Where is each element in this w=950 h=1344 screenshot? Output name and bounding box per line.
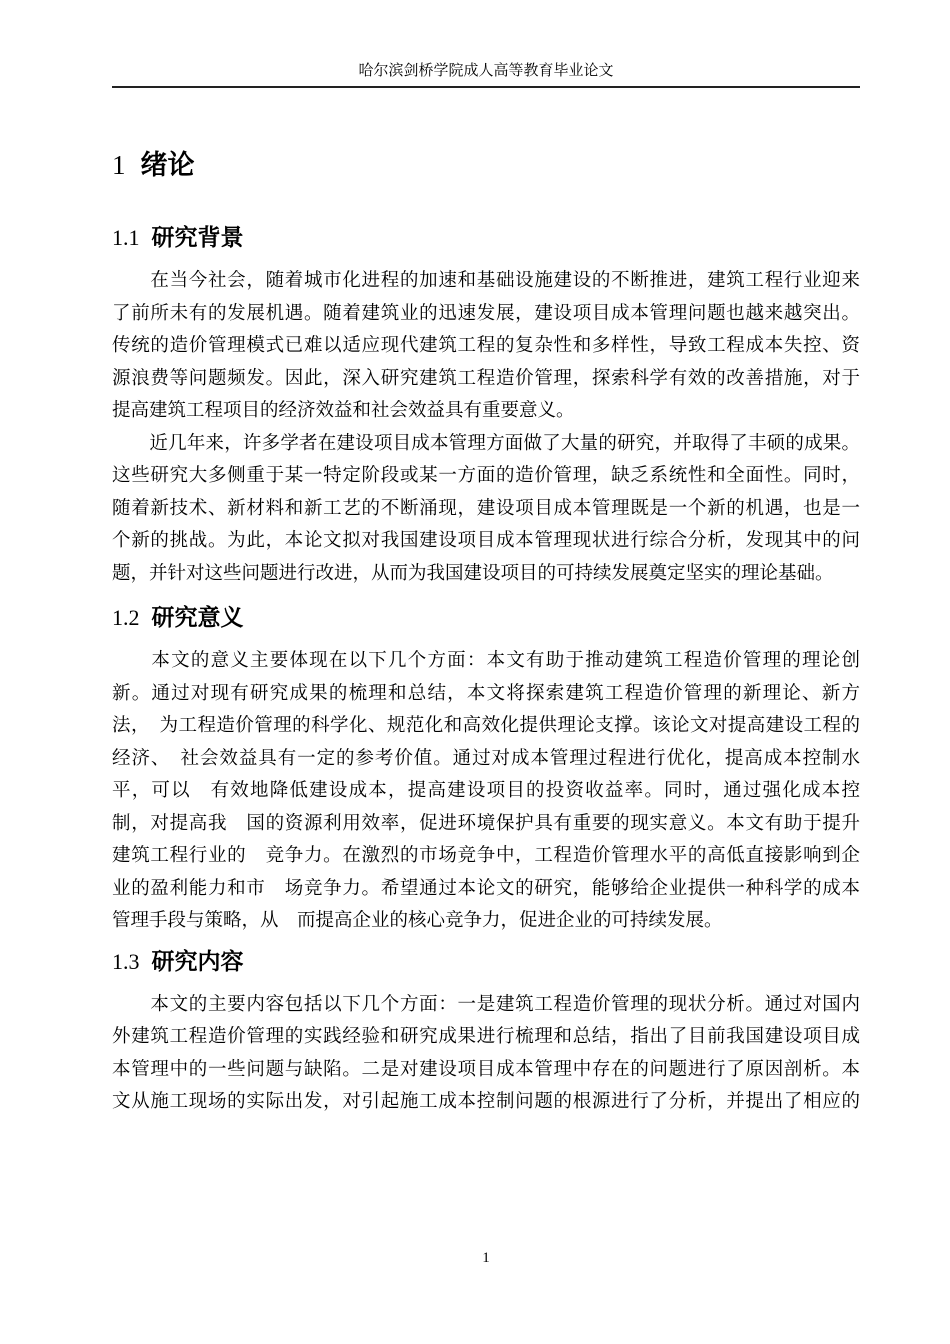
section-heading-1-2 [112, 602, 860, 633]
section-title: 研究内容 [151, 947, 244, 974]
paragraph [112, 989, 860, 1119]
section-heading-1-1 [112, 222, 860, 253]
text-line: 建筑工程行业的 竞争力。在激烈的市场竞争中，工程造价管理水平的高低直接影响到企 [112, 846, 860, 866]
page-number: 1 [482, 1249, 490, 1266]
section-title: 研究背景 [151, 224, 244, 250]
chapter-heading [112, 148, 860, 182]
section-number: 1.1 [112, 225, 140, 250]
text-line: 业的盈利能力和市 场竞争力。希望通过本论文的研究，能够给企业提供一种科学的成本 [112, 878, 860, 899]
text-line: 文从施工现场的实际出发，对引起施工成本控制问题的根源进行了分析，并提出了相应的 [112, 1092, 860, 1112]
section-number: 1.2 [112, 605, 140, 630]
text-line: 这些研究大多侧重于某一特定阶段或某一方面的造价管理，缺乏系统性和全面性。同时， [112, 466, 860, 486]
paragraph [112, 428, 860, 591]
paragraph [112, 265, 860, 428]
text-line: 法， 为工程造价管理的科学化、规范化和高效化提供理论支撑。该论文对提高建设工程的 [112, 716, 860, 736]
text-line: 制，对提高我 国的资源利用效率，促进环境保护具有重要的现实意义。本文有助于提升 [112, 813, 860, 834]
text-line: 外建筑工程造价管理的实践经验和研究成果进行梳理和总结，指出了目前我国建设项目成 [112, 1027, 860, 1047]
section-heading-1-3 [112, 946, 860, 977]
page-header [112, 0, 860, 88]
text-line: 题，并针对这些问题进行改进，从而为我国建设项目的可持续发展奠定坚实的理论基础。 [112, 563, 834, 584]
text-line: 本管理中的一些问题与缺陷。二是对建设项目成本管理中存在的问题进行了原因剖析。本 [112, 1059, 860, 1080]
text-line: 新。通过对现有研究成果的梳理和总结，本文将探索建筑工程造价管理的新理论、新方 [112, 683, 860, 704]
chapter-title: 绪论 [140, 150, 195, 180]
text-line: 近几年来，许多学者在建设项目成本管理方面做了大量的研究，并取得了丰硕的成果。 [112, 433, 860, 454]
text-line: 管理手段与策略，从 而提高企业的核心竞争力，促进企业的可持续发展。 [112, 911, 723, 931]
chapter-number: 1 [112, 150, 126, 180]
text-line: 经济、 社会效益具有一定的参考价值。通过对成本管理过程进行优化，提高成本控制水 [112, 748, 860, 769]
text-line: 了前所未有的发展机遇。随着建筑业的迅速发展，建设项目成本管理问题也越来越突出。 [112, 303, 860, 324]
text-line: 在当今社会，随着城市化进程的加速和基础设施建设的不断推进，建筑工程行业迎来 [112, 271, 860, 291]
text-line: 本文的意义主要体现在以下几个方面：本文有助于推动建筑工程造价管理的理论创 [112, 651, 860, 671]
section-title: 研究意义 [151, 604, 244, 630]
running-title: 哈尔滨剑桥学院成人高等教育毕业论文 [358, 63, 614, 79]
text-line: 源浪费等问题频发。因此，深入研究建筑工程造价管理，探索科学有效的改善措施，对于 [112, 368, 860, 389]
text-line: 本文的主要内容包括以下几个方面：一是建筑工程造价管理的现状分析。通过对国内 [112, 994, 860, 1015]
section-number: 1.3 [112, 948, 140, 974]
text-line: 传统的造价管理模式已难以适应现代建筑工程的复杂性和多样性，导致工程成本失控、资 [112, 336, 860, 356]
text-line: 个新的挑战。为此，本论文拟对我国建设项目成本管理现状进行综合分析，发现其中的问 [112, 531, 860, 551]
text-line: 提高建筑工程项目的经济效益和社会效益具有重要意义。 [112, 401, 575, 421]
text-line: 随着新技术、新材料和新工艺的不断涌现，建设项目成本管理既是一个新的机遇，也是一 [112, 498, 860, 519]
paragraph [112, 645, 860, 938]
text-line: 平，可以 有效地降低建设成本，提高建设项目的投资收益率。同时，通过强化成本控 [112, 781, 860, 801]
